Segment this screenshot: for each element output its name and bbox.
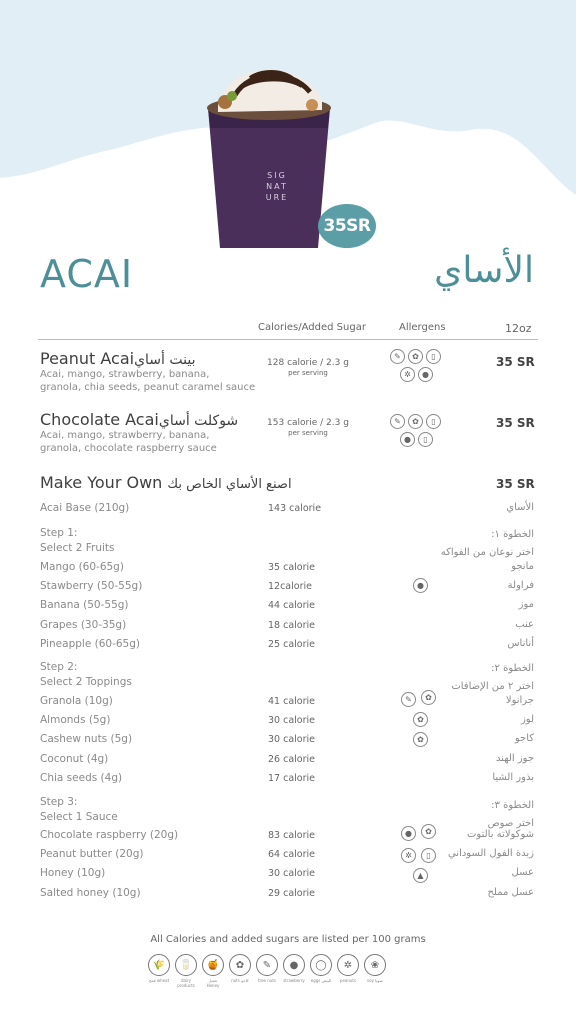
cashew-icon: ✿	[421, 690, 436, 705]
wheat-icon: ✎	[401, 692, 416, 707]
legend-label: tree nuts	[257, 978, 277, 983]
strawberry-icon: ●	[418, 367, 433, 382]
product-price: 35 SR	[496, 355, 535, 369]
step1-heading-ar: الخطوة ١: اختر نوعان من الفواكه	[440, 529, 534, 558]
step3-item-calories: 64 calorie	[268, 849, 315, 861]
step3-item-calories: 83 calorie	[268, 830, 315, 841]
cashew-icon: ✿	[408, 414, 423, 429]
legend-item	[202, 954, 224, 988]
step2-item-label: Granola (10g)	[40, 695, 113, 707]
step3-item-calories: 29 calorie	[268, 887, 315, 899]
price-badge: 35SR	[318, 204, 376, 248]
product-peanut-acai	[40, 349, 255, 394]
wheat-icon: 🌾	[148, 954, 170, 976]
cashew-icon: ✿	[408, 349, 423, 364]
tree-nut-icon: ✎	[256, 954, 278, 976]
step2-item-label: Coconut (4g)	[40, 752, 109, 765]
legend-item	[310, 954, 332, 988]
step1-item-calories: 35 calorie	[268, 562, 315, 573]
step3-item-label-ar: عسل مملح	[487, 886, 534, 898]
step2-item-calories: 17 calorie	[268, 772, 315, 784]
milk-icon: 🥛	[175, 954, 197, 976]
peanut-icon: ✲	[401, 848, 416, 863]
milk-icon: ▯	[426, 414, 441, 429]
product-desc: Acai, mango, strawberry, banana,	[40, 430, 210, 441]
allergen-icons	[390, 414, 441, 447]
step1-item-calories: 12calorie	[268, 581, 312, 593]
legend-label: peanuts	[339, 978, 357, 983]
step2-item-label-ar: لوز	[520, 714, 534, 726]
product-name-ar: شوكلت أساي	[158, 413, 239, 429]
product-name-ar: بينت أساي	[134, 352, 196, 368]
page-title-ar: الأساي	[434, 250, 534, 291]
step3-item-label: Honey (10g)	[40, 867, 106, 880]
step1-item-label: Mango (60-65g)	[40, 561, 124, 573]
step1-item-label-ar: فراولة	[507, 580, 534, 592]
step2-item-calories: 30 calorie	[268, 734, 315, 746]
legend-item	[175, 954, 197, 988]
legend-item	[148, 954, 170, 988]
milk-icon: ▯	[421, 848, 436, 863]
step1-item-label: Grapes (30-35g)	[40, 618, 127, 631]
honey-icon: ▲	[413, 868, 428, 883]
step3-item-label: Salted honey (10g)	[40, 886, 141, 899]
step3-item-label: Peanut butter (20g)	[40, 848, 144, 861]
step3-item-label-ar: عسل	[511, 867, 534, 879]
strawberry-icon: ●	[413, 578, 428, 593]
step2-item-label: Chia seeds (4g)	[40, 771, 123, 784]
cashew-icon: ✿	[413, 732, 428, 747]
step2-item-label: Cashew nuts (5g)	[40, 733, 133, 746]
product-desc: granola, chocolate raspberry sauce	[40, 443, 217, 454]
header-calories: Calories/Added Sugar	[258, 322, 366, 333]
header-divider	[38, 339, 538, 340]
step3-item-label-ar: زبدة الفول السوداني	[447, 848, 534, 860]
egg-icon: ◯	[310, 954, 332, 976]
strawberry-icon: ●	[400, 432, 415, 447]
legend-item	[364, 954, 386, 988]
milk-icon: ▯	[418, 432, 433, 447]
milk-icon: ▯	[426, 349, 441, 364]
acai-cup-image	[207, 70, 331, 248]
base-label-ar: الأساي	[506, 502, 534, 513]
step2-item-calories: 30 calorie	[268, 715, 315, 727]
step2-heading: Step 2: Select 2 Toppings	[40, 661, 132, 688]
step2-item-label-ar: جوز الهند	[495, 752, 534, 764]
step1-item-calories: 25 calorie	[268, 638, 315, 650]
legend-label: عسل Honey	[206, 978, 220, 988]
step2-item-label: Almonds (5g)	[40, 714, 111, 727]
tree-nut-icon: ✎	[390, 414, 405, 429]
peanut-icon: ✲	[400, 367, 415, 382]
step3-item-label: Chocolate raspberry (20g)	[40, 829, 179, 841]
legend-label: soy صويا	[367, 978, 383, 983]
step1-item-label: Banana (50-55g)	[40, 599, 129, 612]
tree-nut-icon: ✿	[413, 712, 428, 727]
header-allergens: Allergens	[399, 322, 446, 333]
myo-title: Make Your Own اصنع الأساي الخاص بك	[40, 473, 292, 492]
soy-icon: ❀	[364, 954, 386, 976]
product-name-en: Chocolate Acai	[40, 410, 159, 429]
strawberry-icon: ●	[401, 826, 416, 841]
cup-label: SIG NAT URE	[265, 171, 289, 202]
step1-item-calories: 44 calorie	[268, 600, 315, 612]
step1-item-label-ar: مانجو	[511, 561, 534, 572]
peanut-icon: ✲	[337, 954, 359, 976]
step1-item-label-ar: أناناس	[507, 637, 534, 649]
strawberry-icon: ●	[283, 954, 305, 976]
product-chocolate-acai	[40, 410, 238, 455]
legend-label: nuts كاجو	[231, 978, 249, 983]
honey-icon: 🍯	[202, 954, 224, 976]
product-price: 35 SR	[496, 416, 535, 430]
allergen-icons	[390, 349, 441, 382]
myo-price: 35 SR	[496, 477, 535, 491]
step3-heading-ar: الخطوة ٣: اختر صوص	[487, 800, 534, 829]
step1-item-label-ar: عنب	[515, 618, 534, 630]
step2-item-calories: 26 calorie	[268, 753, 315, 765]
step2-item-label-ar: كاجو	[514, 733, 534, 745]
step3-item-calories: 30 calorie	[268, 868, 315, 880]
step1-heading: Step 1: Select 2 Fruits	[40, 527, 115, 554]
cashew-icon: ✿	[229, 954, 251, 976]
step1-item-label-ar: موز	[518, 599, 534, 611]
page-title-en: ACAI	[40, 252, 134, 296]
tree-nut-icon: ✎	[390, 349, 405, 364]
cashew-icon: ✿	[421, 824, 436, 839]
legend-label: strawberry	[283, 978, 305, 983]
product-calories: 128 calorie / 2.3 g per serving	[267, 358, 349, 377]
legend-item	[229, 954, 251, 988]
hero-background	[0, 0, 576, 270]
legend-item	[256, 954, 278, 988]
step2-heading-ar: الخطوة ٢: اختر ٢ من الإضافات	[451, 663, 534, 692]
legend-item	[283, 954, 305, 988]
step2-item-calories: 41 calorie	[268, 696, 315, 707]
step1-item-label: Pineapple (60-65g)	[40, 637, 140, 650]
product-calories: 153 calorie / 2.3 g per serving	[267, 418, 349, 437]
legend-label: eggs البيض	[310, 978, 332, 983]
footnote: All Calories and added sugars are listed per 100 grams	[150, 934, 426, 945]
header-size: 12oz	[505, 322, 532, 335]
legend-item	[337, 954, 359, 988]
legend-label: dairy products	[177, 978, 195, 988]
base-label: Acai Base (210g)	[40, 502, 130, 514]
step3-item-label-ar: شوكولاته بالتوت	[467, 829, 534, 840]
legend-label: قمح wheat	[148, 978, 170, 983]
step2-item-label-ar: بذور الشيا	[492, 771, 534, 783]
step3-heading: Step 3: Select 1 Sauce	[40, 796, 118, 823]
step2-item-label-ar: جرانولا	[505, 695, 534, 706]
step1-item-label: Stawberry (50-55g)	[40, 580, 143, 593]
step1-item-calories: 18 calorie	[268, 619, 315, 631]
product-desc: Acai, mango, strawberry, banana,	[40, 369, 210, 380]
product-name-en: Peanut Acai	[40, 349, 135, 368]
allergen-legend	[148, 954, 386, 988]
base-calories: 143 calorie	[268, 503, 322, 514]
product-desc: granola, chia seeds, peanut caramel sauce	[40, 382, 256, 393]
